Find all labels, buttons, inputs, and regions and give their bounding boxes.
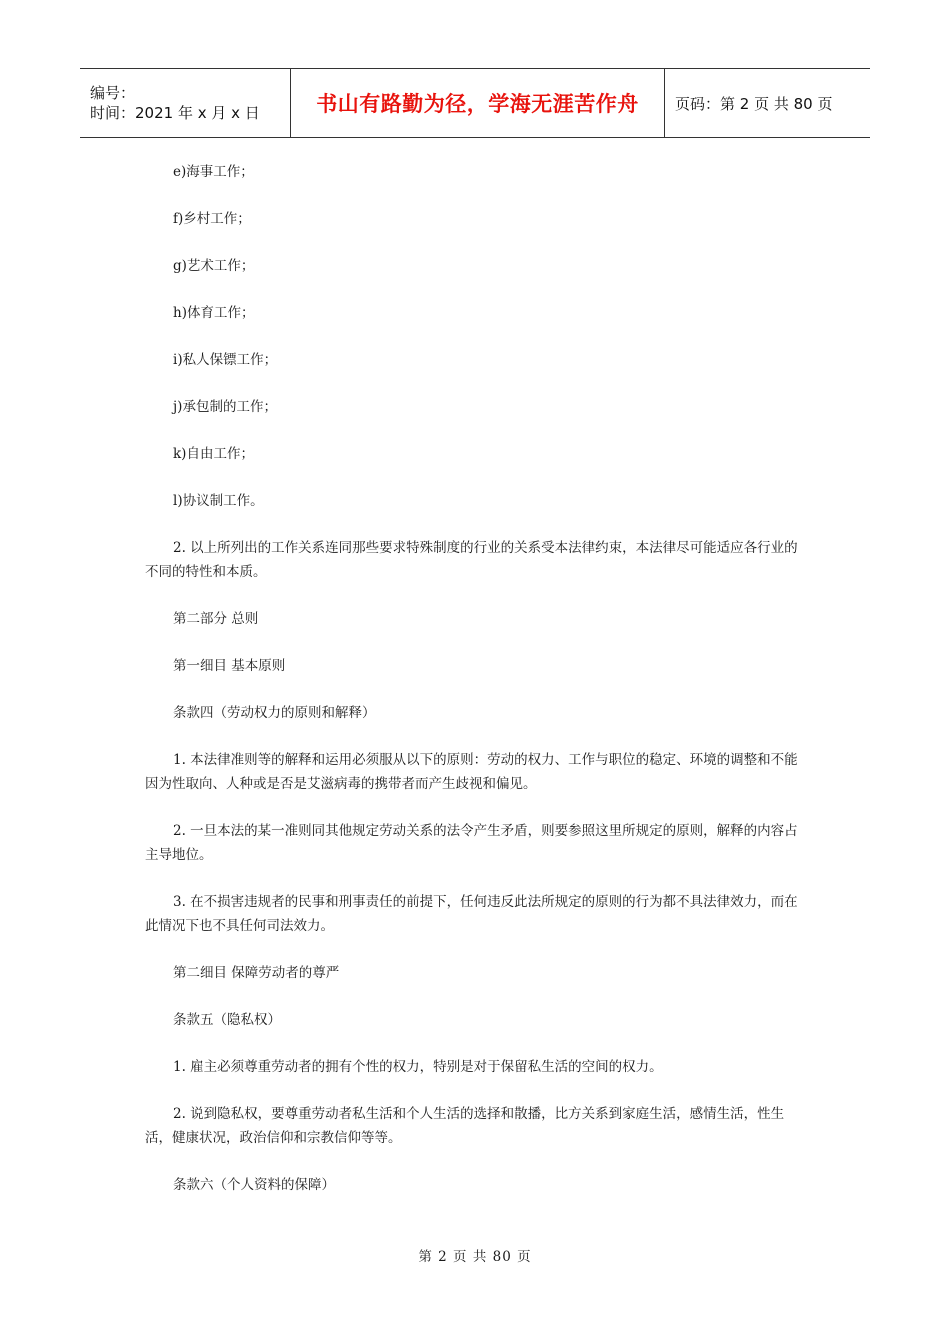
page-header (80, 68, 870, 138)
section-heading: 第二细目 保障劳动者的尊严 (173, 965, 340, 981)
paragraph: 2. 说到隐私权，要尊重劳动者私生活和个人生活的选择和散播，比方关系到家庭生活，感情生活，性生活，健康状况，政治信仰和宗教信仰等等。 (145, 1106, 785, 1146)
part-heading: 第二部分 总则 (173, 611, 259, 627)
header-motto: 书山有路勤为径，学海无涯苦作舟 (291, 69, 665, 137)
list-item: j)承包制的工作； (173, 399, 277, 415)
paragraph: 3. 在不损害违规者的民事和刑事责任的前提下，任何违反此法所规定的原则的行为都不具法律效力，而在此情况下也不具任何司法效力。 (145, 894, 798, 934)
header-meta (80, 69, 291, 137)
list-item: k)自由工作； (173, 446, 254, 462)
document-number-label: 编号： (90, 84, 136, 102)
list-item: f)乡村工作； (173, 211, 251, 227)
article-heading: 条款五（隐私权） (173, 1012, 281, 1028)
page-footer: 第 2 页 共 80 页 (418, 1249, 532, 1265)
document-body (145, 160, 805, 1197)
list-item: l)协议制工作。 (173, 493, 264, 509)
list-item: i)私人保镖工作； (173, 352, 278, 368)
document-time-label: 时间：2021 年 x 月 x 日 (90, 104, 260, 122)
paragraph: 2. 一旦本法的某一准则同其他规定劳动关系的法令产生矛盾，则要参照这里所规定的原则，解释的内容占主导地位。 (145, 823, 798, 863)
paragraph-scope: 2. 以上所列出的工作关系连同那些要求特殊制度的行业的关系受本法律约束，本法律尽可能适应各行业的不同的特性和本质。 (145, 540, 798, 580)
section-heading: 第一细目 基本原则 (173, 658, 286, 674)
list-item: e)海事工作； (173, 164, 254, 180)
list-item: h)体育工作； (173, 305, 255, 321)
article-heading: 条款六（个人资料的保障） (173, 1177, 335, 1193)
paragraph: 1. 本法律准则等的解释和运用必须服从以下的原则：劳动的权力、工作与职位的稳定、环境的调整和不能因为性取向、人种或是否是艾滋病毒的携带者而产生歧视和偏见。 (145, 752, 798, 792)
header-page-number: 页码：第 2 页 共 80 页 (675, 94, 833, 113)
article-heading: 条款四（劳动权力的原则和解释） (173, 705, 376, 721)
paragraph: 1. 雇主必须尊重劳动者的拥有个性的权力，特别是对于保留私生活的空间的权力。 (173, 1059, 663, 1075)
list-item: g)艺术工作； (173, 258, 255, 274)
